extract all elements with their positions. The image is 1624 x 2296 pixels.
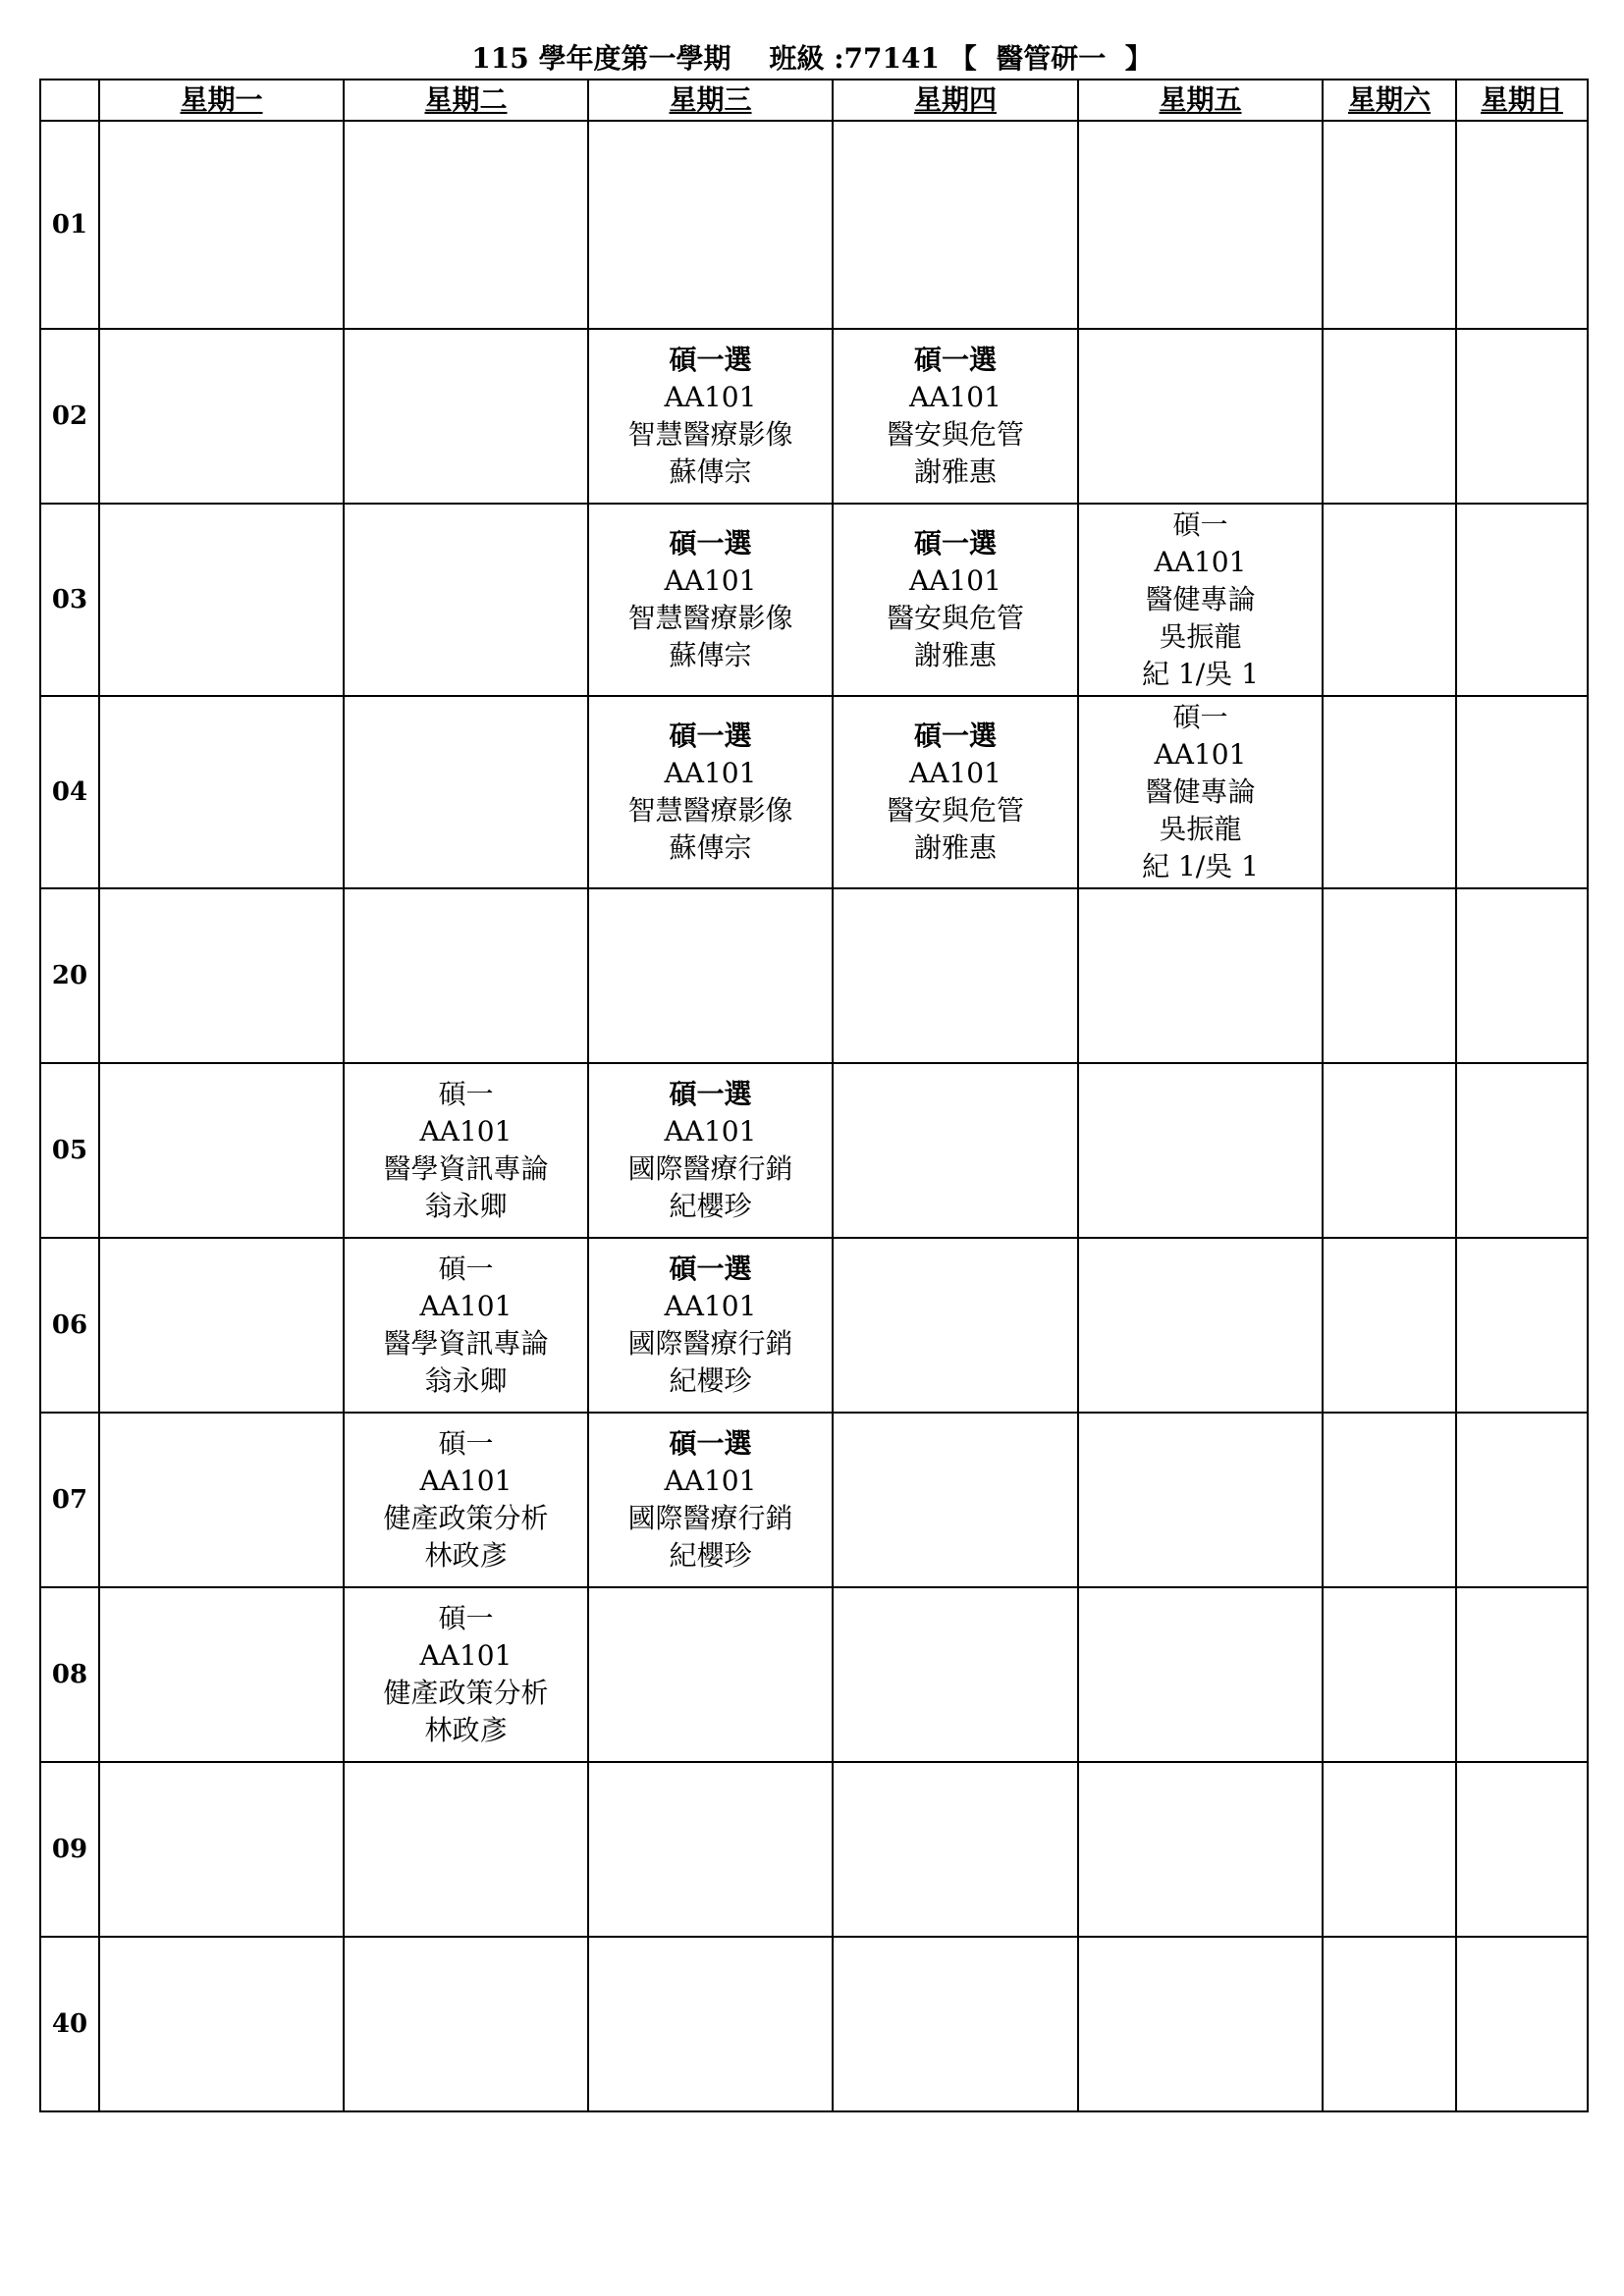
period-row — [40, 1063, 1588, 1238]
course-room: AA101 — [419, 1465, 513, 1497]
course-teacher: 謝雅惠 — [913, 455, 997, 488]
timetable — [39, 79, 1589, 2112]
empty-slot — [1078, 1937, 1323, 2111]
day-header-thursday — [833, 80, 1078, 121]
course-cell — [833, 696, 1078, 888]
course-room: AA101 — [909, 757, 1001, 789]
course-room: AA101 — [419, 1115, 513, 1148]
course-type: 碩一選 — [669, 1253, 752, 1285]
course-type: 碩一 — [438, 1427, 494, 1460]
course-teacher: 吳振龍 — [1159, 813, 1242, 845]
course-type: 碩一 — [438, 1253, 494, 1285]
course-teacher: 紀櫻珍 — [669, 1539, 752, 1572]
day-label: 星期二 — [424, 83, 508, 116]
empty-slot — [1078, 888, 1323, 1063]
course-teacher: 謝雅惠 — [913, 639, 997, 671]
day-header-sunday — [1456, 80, 1588, 121]
period-row — [40, 1238, 1588, 1413]
empty-slot — [1323, 1762, 1456, 1937]
day-label: 星期五 — [1159, 83, 1242, 116]
course-name: 智慧醫療影像 — [627, 602, 793, 634]
empty-slot — [99, 504, 344, 696]
course-cell — [588, 1413, 833, 1587]
empty-slot — [344, 1762, 588, 1937]
period-number: 02 — [40, 329, 99, 504]
empty-slot — [99, 1413, 344, 1587]
course-room: AA101 — [909, 564, 1001, 597]
course-name: 國際醫療行銷 — [627, 1327, 793, 1360]
empty-slot — [99, 329, 344, 504]
empty-slot — [1456, 1762, 1588, 1937]
period-number: 09 — [40, 1762, 99, 1937]
empty-slot — [833, 1762, 1078, 1937]
empty-slot — [833, 1937, 1078, 2111]
period-number: 03 — [40, 504, 99, 696]
course-room: AA101 — [1154, 738, 1247, 771]
period-row — [40, 1413, 1588, 1587]
course-type: 碩一選 — [669, 1427, 752, 1460]
empty-slot — [99, 1762, 344, 1937]
empty-slot — [833, 121, 1078, 329]
empty-slot — [833, 1238, 1078, 1413]
course-teacher: 紀櫻珍 — [669, 1364, 752, 1397]
period-row — [40, 121, 1588, 329]
course-name: 醫安與危管 — [886, 602, 1024, 634]
course-cell — [833, 329, 1078, 504]
course-name: 醫健專論 — [1145, 775, 1256, 808]
empty-slot — [1078, 1587, 1323, 1762]
course-name: 醫安與危管 — [886, 418, 1024, 451]
course-type: 碩一選 — [669, 527, 752, 560]
empty-slot — [1456, 1238, 1588, 1413]
course-type: 碩一選 — [669, 344, 752, 376]
course-type: 碩一選 — [669, 720, 752, 752]
empty-slot — [588, 1587, 833, 1762]
course-name: 醫學資訊專論 — [383, 1327, 549, 1360]
empty-slot — [1078, 329, 1323, 504]
course-teacher: 吳振龍 — [1159, 620, 1242, 653]
course-type: 碩一 — [1172, 701, 1228, 733]
day-header-wednesday — [588, 80, 833, 121]
empty-slot — [1323, 1587, 1456, 1762]
period-row — [40, 504, 1588, 696]
course-type: 碩一 — [438, 1602, 494, 1634]
period-row — [40, 696, 1588, 888]
course-teacher: 蘇傳宗 — [669, 639, 752, 671]
course-teacher: 林政彥 — [424, 1539, 508, 1572]
course-type: 碩一選 — [669, 1078, 752, 1110]
empty-slot — [1456, 1937, 1588, 2111]
empty-slot — [99, 1587, 344, 1762]
course-teacher: 翁永卿 — [424, 1190, 508, 1222]
course-room: AA101 — [664, 1290, 757, 1322]
course-name: 健產政策分析 — [383, 1677, 549, 1709]
empty-slot — [1323, 504, 1456, 696]
course-room: AA101 — [664, 1465, 757, 1497]
course-teacher: 林政彥 — [424, 1714, 508, 1746]
course-name: 智慧醫療影像 — [627, 794, 793, 827]
course-note: 紀 1/吳 1 — [1142, 850, 1259, 882]
day-label: 星期日 — [1480, 83, 1563, 116]
course-type: 碩一選 — [913, 720, 997, 752]
period-row — [40, 1937, 1588, 2111]
empty-slot — [344, 121, 588, 329]
course-teacher: 蘇傳宗 — [669, 455, 752, 488]
empty-slot — [1456, 1587, 1588, 1762]
empty-slot — [588, 121, 833, 329]
empty-slot — [1323, 888, 1456, 1063]
empty-slot — [1456, 1413, 1588, 1587]
period-row — [40, 329, 1588, 504]
day-label: 星期一 — [180, 83, 263, 116]
period-number: 07 — [40, 1413, 99, 1587]
empty-slot — [1456, 121, 1588, 329]
empty-slot — [1456, 696, 1588, 888]
course-cell — [588, 329, 833, 504]
course-teacher: 翁永卿 — [424, 1364, 508, 1397]
course-cell — [588, 1063, 833, 1238]
course-room: AA101 — [664, 1115, 757, 1148]
course-room: AA101 — [664, 757, 757, 789]
period-number: 01 — [40, 121, 99, 329]
period-number: 20 — [40, 888, 99, 1063]
empty-slot — [344, 696, 588, 888]
course-type: 碩一選 — [913, 527, 997, 560]
course-name: 國際醫療行銷 — [627, 1152, 793, 1185]
empty-slot — [1323, 1413, 1456, 1587]
empty-slot — [344, 329, 588, 504]
course-cell — [588, 696, 833, 888]
period-row — [40, 1587, 1588, 1762]
course-teacher: 蘇傳宗 — [669, 831, 752, 864]
empty-slot — [1456, 888, 1588, 1063]
empty-slot — [99, 1063, 344, 1238]
empty-slot — [833, 1413, 1078, 1587]
period-number: 04 — [40, 696, 99, 888]
day-header-row — [40, 80, 1588, 121]
course-cell — [1078, 696, 1323, 888]
empty-slot — [99, 696, 344, 888]
empty-slot — [344, 888, 588, 1063]
day-label: 星期六 — [1347, 83, 1431, 116]
course-room: AA101 — [664, 381, 757, 413]
course-cell — [344, 1238, 588, 1413]
day-label: 星期三 — [669, 83, 752, 116]
empty-slot — [344, 1937, 588, 2111]
empty-slot — [1323, 1063, 1456, 1238]
day-header-monday — [99, 80, 344, 121]
period-number: 40 — [40, 1937, 99, 2111]
day-header-saturday — [1323, 80, 1456, 121]
course-name: 醫學資訊專論 — [383, 1152, 549, 1185]
course-name: 國際醫療行銷 — [627, 1502, 793, 1534]
day-header-tuesday — [344, 80, 588, 121]
empty-slot — [1323, 1937, 1456, 2111]
course-cell — [344, 1413, 588, 1587]
course-cell — [588, 1238, 833, 1413]
empty-slot — [1456, 329, 1588, 504]
day-label: 星期四 — [913, 83, 997, 116]
empty-slot — [833, 1587, 1078, 1762]
empty-slot — [1078, 1238, 1323, 1413]
empty-slot — [99, 1238, 344, 1413]
empty-slot — [1078, 1762, 1323, 1937]
course-room: AA101 — [1154, 546, 1247, 578]
course-room: AA101 — [664, 564, 757, 597]
empty-slot — [588, 1937, 833, 2111]
day-header-friday — [1078, 80, 1323, 121]
empty-slot — [1456, 504, 1588, 696]
period-row — [40, 888, 1588, 1063]
period-number: 06 — [40, 1238, 99, 1413]
period-number: 08 — [40, 1587, 99, 1762]
empty-slot — [1323, 329, 1456, 504]
course-cell — [588, 504, 833, 696]
course-name: 健產政策分析 — [383, 1502, 549, 1534]
period-row — [40, 1762, 1588, 1937]
page-title: 115 學年度第一學期 班級 :77141 【 醫管研一 】 — [471, 42, 1153, 75]
course-cell — [344, 1063, 588, 1238]
empty-slot — [588, 888, 833, 1063]
empty-slot — [833, 888, 1078, 1063]
empty-slot — [1078, 121, 1323, 329]
course-cell — [833, 504, 1078, 696]
empty-slot — [1323, 1238, 1456, 1413]
empty-slot — [344, 504, 588, 696]
course-name: 醫健專論 — [1145, 583, 1256, 615]
course-teacher: 紀櫻珍 — [669, 1190, 752, 1222]
header-corner-cell — [40, 80, 99, 121]
empty-slot — [1323, 696, 1456, 888]
course-note: 紀 1/吳 1 — [1142, 658, 1259, 690]
empty-slot — [99, 888, 344, 1063]
empty-slot — [99, 1937, 344, 2111]
course-type: 碩一 — [1172, 508, 1228, 541]
course-name: 醫安與危管 — [886, 794, 1024, 827]
course-room: AA101 — [419, 1290, 513, 1322]
course-name: 智慧醫療影像 — [627, 418, 793, 451]
course-cell — [344, 1587, 588, 1762]
course-cell — [1078, 504, 1323, 696]
period-number: 05 — [40, 1063, 99, 1238]
course-type: 碩一 — [438, 1078, 494, 1110]
empty-slot — [1078, 1063, 1323, 1238]
empty-slot — [1456, 1063, 1588, 1238]
empty-slot — [99, 121, 344, 329]
empty-slot — [833, 1063, 1078, 1238]
course-teacher: 謝雅惠 — [913, 831, 997, 864]
empty-slot — [1323, 121, 1456, 329]
empty-slot — [588, 1762, 833, 1937]
course-room: AA101 — [909, 381, 1001, 413]
course-type: 碩一選 — [913, 344, 997, 376]
course-room: AA101 — [419, 1639, 513, 1672]
empty-slot — [1078, 1413, 1323, 1587]
